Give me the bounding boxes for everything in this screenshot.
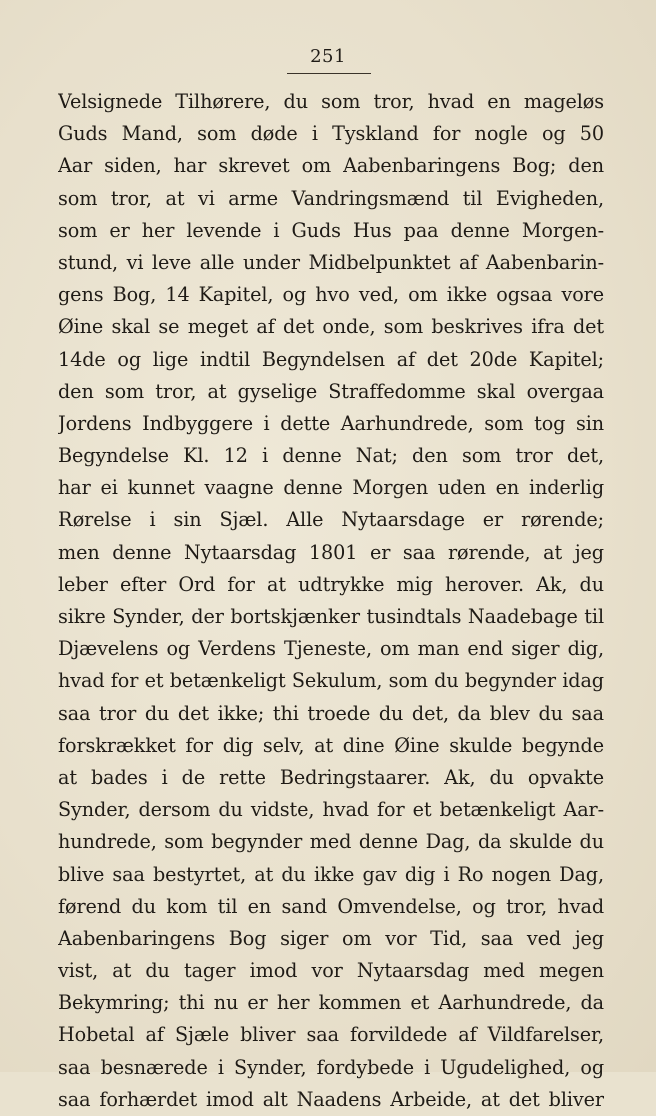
text-line: forskrækket for dig selv, at dine Øine skulde begynde bbox=[58, 733, 604, 757]
page-number: 251 bbox=[310, 46, 346, 67]
text-line: leber efter Ord for at udtrykke mig herover. Ak, du bbox=[58, 572, 604, 596]
text-line: har ei kunnet vaagne denne Morgen uden en inderlig bbox=[58, 476, 604, 500]
text-line: som tror, at vi arme Vandringsmænd til Evigheden, bbox=[58, 186, 604, 210]
text-line: sikre Synder, der bortskjænker tusindtals Naadebage til bbox=[58, 605, 604, 628]
page-number-rule bbox=[287, 73, 371, 74]
text-line: Aar siden, har skrevet om Aabenbaringens Bog; den bbox=[58, 154, 604, 178]
text-line: saa besnærede i Synder, fordybede i Ugudelighed, og bbox=[58, 1055, 604, 1079]
text-line: Jordens Indbyggere i dette Aarhundrede, som tog sin bbox=[58, 411, 604, 435]
text-line: Øine skal se meget af det onde, som beskrives ifra det bbox=[58, 315, 604, 339]
text-line: stund, vi leve alle under Midbelpunktet af Aabenbarin- bbox=[58, 250, 604, 274]
text-line: Guds Mand, som døde i Tyskland for nogle og 50 bbox=[58, 122, 604, 146]
text-line: Hobetal af Sjæle bliver saa forvildede af Vildfarelser, bbox=[58, 1023, 604, 1047]
text-line: hundrede, som begynder med denne Dag, da skulde du bbox=[58, 830, 604, 854]
body-text bbox=[58, 86, 604, 1116]
text-line: saa tror du det ikke; thi troede du det, da blev du saa bbox=[58, 701, 604, 725]
text-line: saa forhærdet imod alt Naadens Arbeide, at det bliver bbox=[58, 1087, 604, 1111]
text-line: Velsignede Tilhørere, du som tror, hvad en mageløs bbox=[58, 90, 604, 113]
text-line: 14de og lige indtil Begyndelsen af det 20de Kapitel; bbox=[58, 347, 604, 371]
text-line: Aabenbaringens Bog siger om vor Tid, saa ved jeg bbox=[58, 926, 604, 950]
text-line: som er her levende i Guds Hus paa denne Morgen- bbox=[58, 218, 604, 242]
text-line: Synder, dersom du vidste, hvad for et betænkeligt Aar- bbox=[58, 798, 604, 822]
text-line: gens Bog, 14 Kapitel, og hvo ved, om ikke ogsaa vore bbox=[58, 283, 604, 307]
text-line: men denne Nytaarsdag 1801 er saa rørende, at jeg bbox=[58, 540, 604, 564]
text-line: Begyndelse Kl. 12 i denne Nat; den som tror det, bbox=[58, 444, 604, 468]
text-line: vist, at du tager imod vor Nytaarsdag med megen bbox=[58, 959, 604, 983]
text-line: hvad for et betænkeligt Sekulum, som du begynder idag bbox=[58, 669, 604, 693]
text-line: den som tror, at gyselige Straffedomme skal overgaa bbox=[58, 379, 604, 403]
text-line: blive saa bestyrtet, at du ikke gav dig i Ro nogen Dag, bbox=[58, 862, 604, 886]
text-line: at bades i de rette Bedringstaarer. Ak, du opvakte bbox=[58, 765, 604, 789]
text-line: Rørelse i sin Sjæl. Alle Nytaarsdage er rørende; bbox=[58, 508, 604, 532]
text-line: Djævelens og Verdens Tjeneste, om man end siger dig, bbox=[58, 637, 604, 661]
text-line: Bekymring; thi nu er her kommen et Aarhundrede, da bbox=[58, 991, 604, 1015]
text-line: førend du kom til en sand Omvendelse, og tror, hvad bbox=[58, 894, 604, 918]
